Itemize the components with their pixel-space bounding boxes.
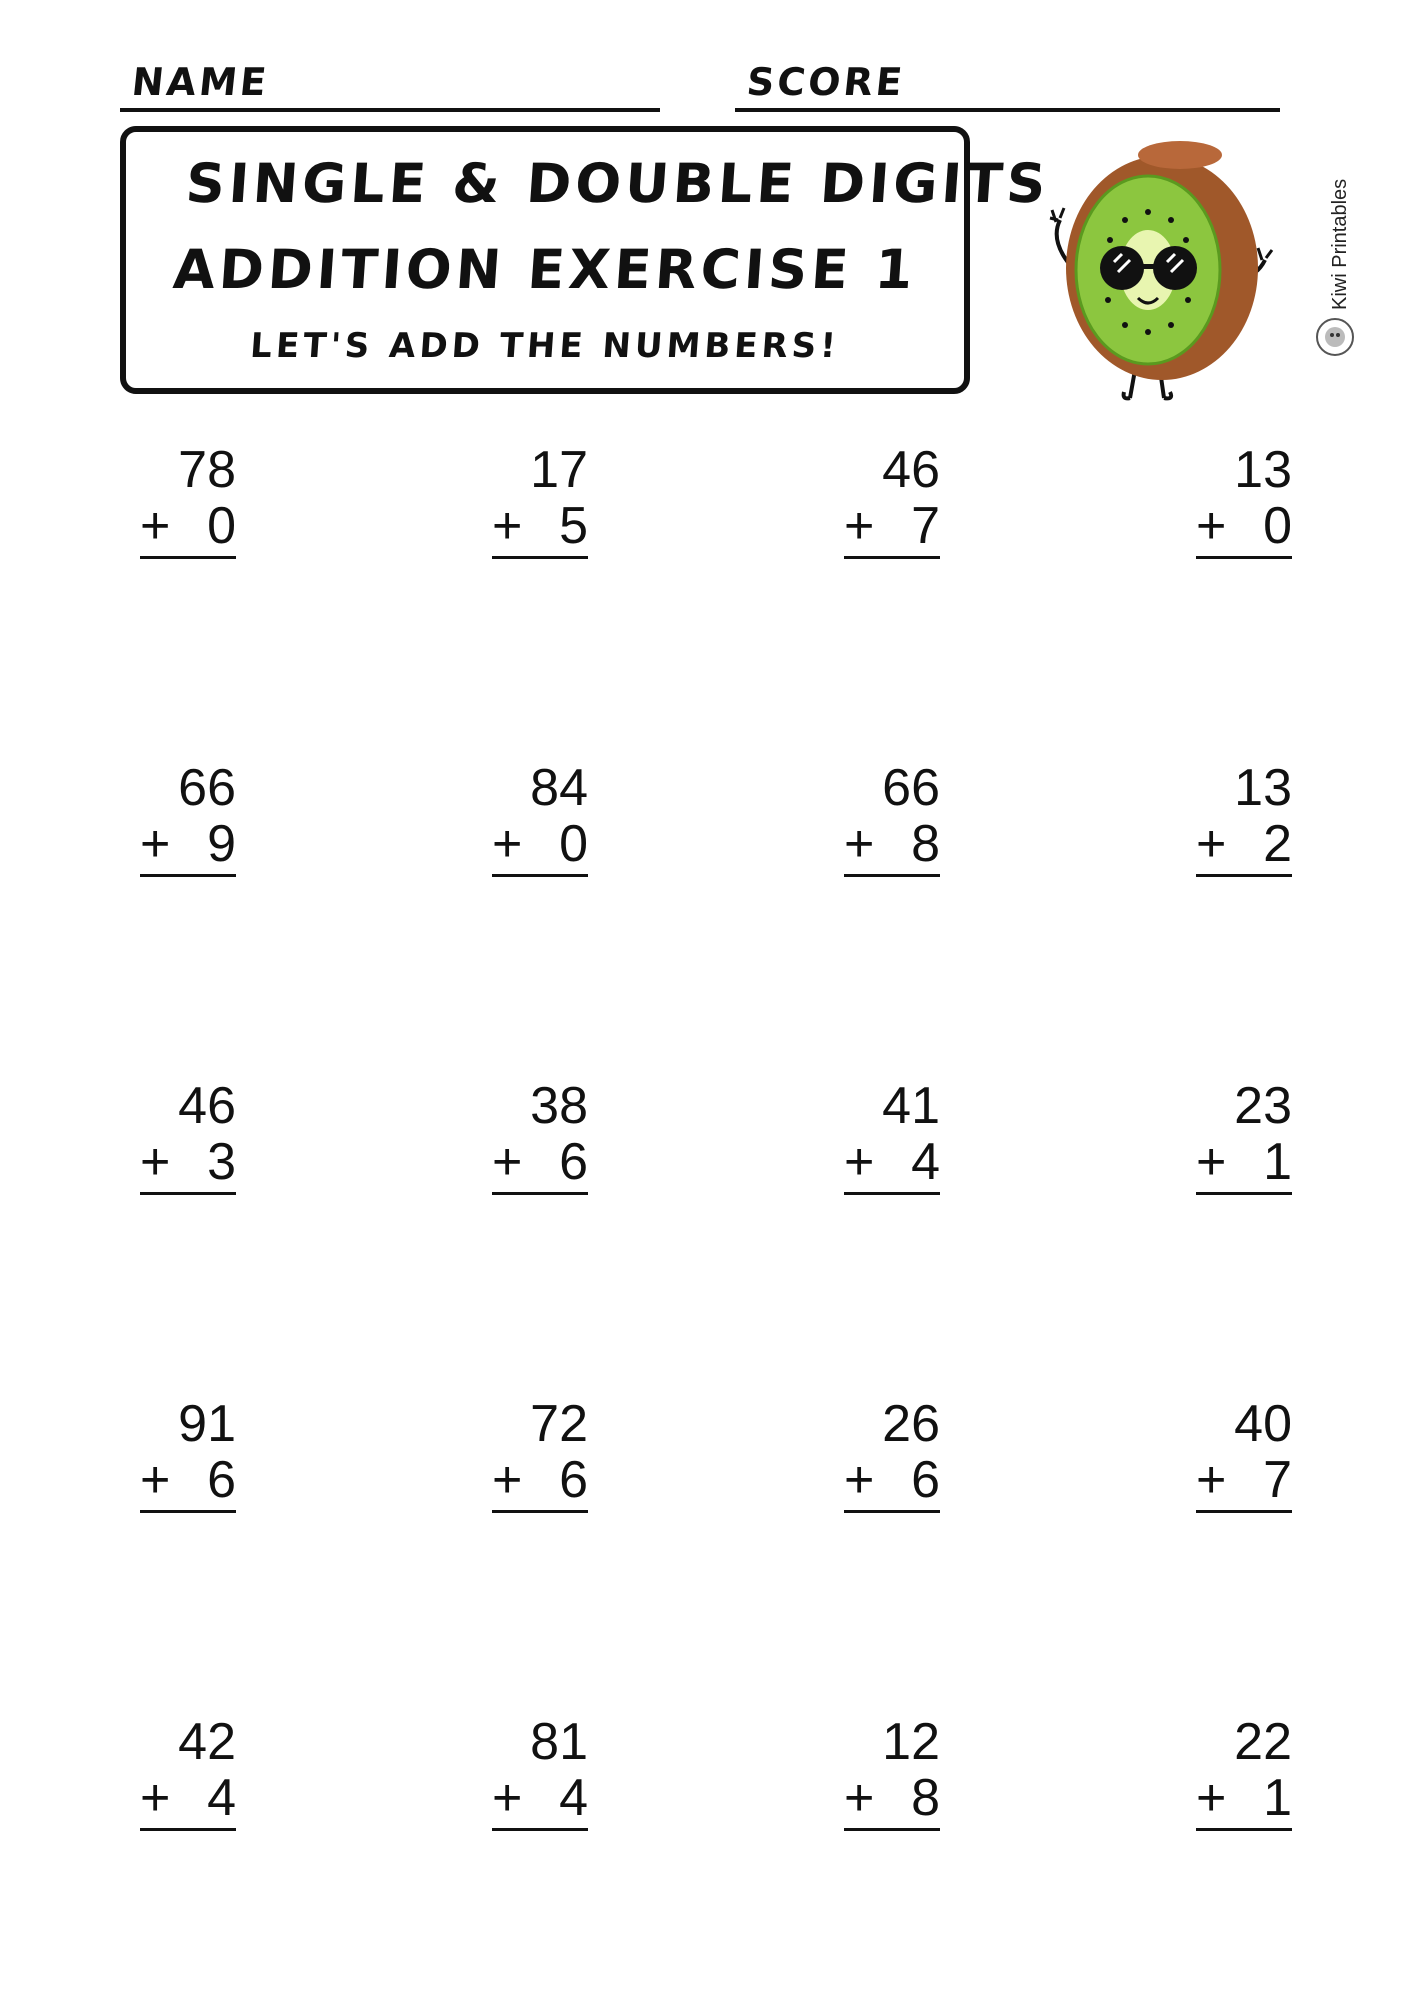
addend-bottom: 0: [559, 815, 588, 873]
plus-operator: +: [492, 1451, 523, 1509]
addend-top: 22: [1234, 1713, 1292, 1771]
addend-bottom-row: [492, 498, 588, 559]
plus-operator: +: [844, 497, 875, 555]
addition-problem: [844, 442, 940, 559]
addend-bottom: 6: [559, 1133, 588, 1191]
addition-problem: [140, 1396, 236, 1513]
addition-problem: [1196, 442, 1292, 559]
addend-bottom-row: [140, 1452, 236, 1513]
addition-problem: [140, 1078, 236, 1195]
addend-bottom-row: [140, 816, 236, 877]
title-box: [120, 126, 1052, 394]
addend-bottom: 6: [911, 1451, 940, 1509]
addition-problem: [844, 1714, 940, 1831]
addend-bottom: 4: [207, 1769, 236, 1827]
addend-top: 40: [1234, 1395, 1292, 1453]
addition-problem: [492, 1396, 588, 1513]
addend-bottom: 9: [207, 815, 236, 873]
addend-bottom-row: [844, 1770, 940, 1831]
brand-name: Kiwi Printables: [1329, 178, 1351, 310]
plus-operator: +: [140, 497, 171, 555]
addend-bottom: 4: [911, 1133, 940, 1191]
addition-problem: [140, 442, 236, 559]
addend-bottom-row: [1196, 498, 1292, 559]
addend-top: 42: [178, 1713, 236, 1771]
addition-problem: [140, 760, 236, 877]
addend-bottom-row: [492, 1452, 588, 1513]
addend-bottom-row: [140, 498, 236, 559]
addend-top: 66: [178, 759, 236, 817]
addend-bottom-row: [140, 1134, 236, 1195]
addend-bottom-row: [844, 498, 940, 559]
addition-problem: [1196, 1078, 1292, 1195]
addend-bottom-row: [844, 1452, 940, 1513]
addend-top: 13: [1234, 759, 1292, 817]
plus-operator: +: [140, 1769, 171, 1827]
addition-problem: [1196, 1714, 1292, 1831]
plus-operator: +: [1196, 1451, 1227, 1509]
addend-top: 41: [882, 1077, 940, 1135]
addend-bottom: 7: [911, 497, 940, 555]
addend-bottom: 4: [559, 1769, 588, 1827]
addend-bottom-row: [492, 1770, 588, 1831]
addend-bottom: 5: [559, 497, 588, 555]
addend-bottom: 6: [207, 1451, 236, 1509]
addend-bottom-row: [844, 1134, 940, 1195]
addend-bottom: 0: [1263, 497, 1292, 555]
addend-bottom: 8: [911, 815, 940, 873]
addend-top: 78: [178, 441, 236, 499]
addend-top: 91: [178, 1395, 236, 1453]
addition-problem: [844, 760, 940, 877]
name-field[interactable]: [120, 52, 660, 112]
addend-top: 72: [530, 1395, 588, 1453]
score-field[interactable]: [735, 52, 1280, 112]
addition-problem: [492, 1714, 588, 1831]
plus-operator: +: [844, 1769, 875, 1827]
addend-bottom: 3: [207, 1133, 236, 1191]
plus-operator: +: [492, 815, 523, 873]
addend-top: 84: [530, 759, 588, 817]
worksheet-instruction: LET'S ADD THE NUMBERS!: [248, 326, 842, 366]
addend-top: 17: [530, 441, 588, 499]
addend-top: 46: [882, 441, 940, 499]
addition-problem: [492, 760, 588, 877]
addend-bottom-row: [1196, 1770, 1292, 1831]
addition-problem: [844, 1078, 940, 1195]
brand-logo-icon: [1313, 315, 1357, 359]
addition-problem: [492, 442, 588, 559]
plus-operator: +: [492, 497, 523, 555]
plus-operator: +: [492, 1769, 523, 1827]
addend-top: 81: [530, 1713, 588, 1771]
addend-bottom: 0: [207, 497, 236, 555]
plus-operator: +: [1196, 815, 1227, 873]
plus-operator: +: [844, 1451, 875, 1509]
addend-bottom: 7: [1263, 1451, 1292, 1509]
addition-problem: [492, 1078, 588, 1195]
addend-top: 66: [882, 759, 940, 817]
addend-bottom-row: [492, 816, 588, 877]
addition-problem: [140, 1714, 236, 1831]
addend-bottom-row: [844, 816, 940, 877]
score-label: SCORE: [744, 60, 908, 104]
plus-operator: +: [844, 815, 875, 873]
addend-bottom: 1: [1263, 1133, 1292, 1191]
addition-problem: [1196, 760, 1292, 877]
plus-operator: +: [492, 1133, 523, 1191]
plus-operator: +: [1196, 1769, 1227, 1827]
worksheet-subtitle: ADDITION EXERCISE 1: [171, 238, 919, 301]
plus-operator: +: [140, 815, 171, 873]
kiwi-mascot-icon: [1030, 130, 1280, 410]
addend-bottom-row: [1196, 816, 1292, 877]
plus-operator: +: [140, 1133, 171, 1191]
addend-bottom-row: [140, 1770, 236, 1831]
addend-top: 23: [1234, 1077, 1292, 1135]
plus-operator: +: [1196, 1133, 1227, 1191]
addend-bottom: 8: [911, 1769, 940, 1827]
addend-bottom-row: [1196, 1452, 1292, 1513]
addition-problem: [1196, 1396, 1292, 1513]
brand-watermark: [1305, 160, 1365, 380]
addend-bottom: 1: [1263, 1769, 1292, 1827]
addend-bottom-row: [492, 1134, 588, 1195]
addend-bottom-row: [1196, 1134, 1292, 1195]
addend-top: 38: [530, 1077, 588, 1135]
addend-top: 12: [882, 1713, 940, 1771]
name-label: NAME: [129, 60, 272, 104]
plus-operator: +: [140, 1451, 171, 1509]
addend-top: 46: [178, 1077, 236, 1135]
addition-problem: [844, 1396, 940, 1513]
addend-top: 26: [882, 1395, 940, 1453]
worksheet-title: SINGLE & DOUBLE DIGITS: [183, 152, 1052, 215]
plus-operator: +: [1196, 497, 1227, 555]
addend-bottom: 2: [1263, 815, 1292, 873]
plus-operator: +: [844, 1133, 875, 1191]
addend-bottom: 6: [559, 1451, 588, 1509]
addend-top: 13: [1234, 441, 1292, 499]
